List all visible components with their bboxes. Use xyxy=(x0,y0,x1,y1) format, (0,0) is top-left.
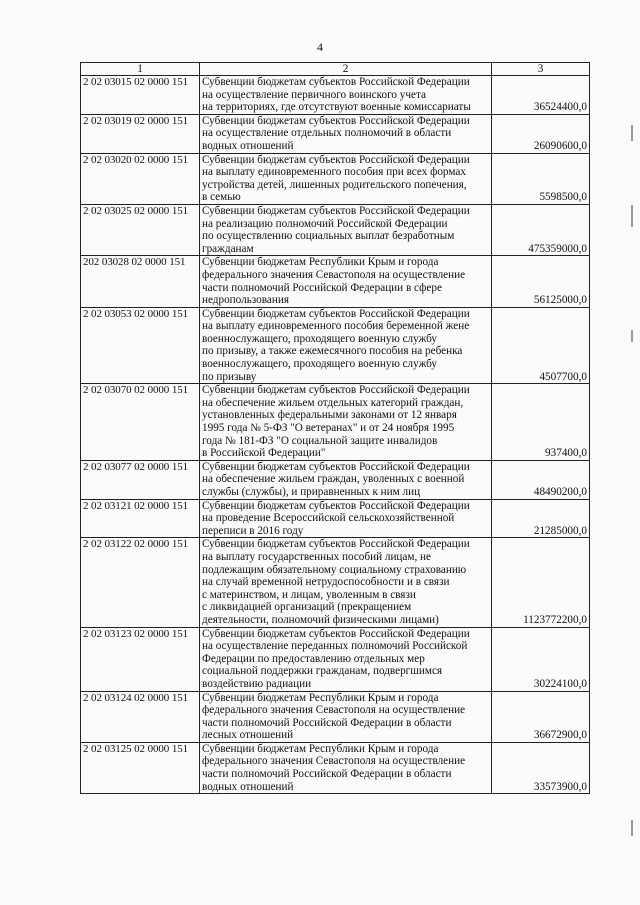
row-description: Субвенции бюджетам Республики Крым и города федерального значения Севастополя на осуществление части полномочий Российской Федерации в области лесных отношений xyxy=(200,691,492,742)
table-row xyxy=(81,256,590,307)
row-code: 2 02 03077 02 0000 151 xyxy=(81,460,200,499)
row-code: 2 02 03124 02 0000 151 xyxy=(81,691,200,742)
table-row xyxy=(81,204,590,255)
column-header-code: 1 xyxy=(81,63,200,76)
table-row xyxy=(81,627,590,691)
row-description: Субвенции бюджетам субъектов Российской Федерации на осуществление первичного воинского учета на территориях, где отсутствуют военные комиссариаты xyxy=(200,76,492,115)
row-amount: 21285000,0 xyxy=(492,499,590,538)
row-description: Субвенции бюджетам Республики Крым и города федерального значения Севастополя на осуществление части полномочий Российской Федерации в сфере недропользования xyxy=(200,256,492,307)
row-code: 2 02 03122 02 0000 151 xyxy=(81,538,200,627)
column-header-amount: 3 xyxy=(492,63,590,76)
row-description: Субвенции бюджетам субъектов Российской Федерации на реализацию полномочий Российской Федерации по осуществлению социальных выплат безработным гражданам xyxy=(200,204,492,255)
page-number: 4 xyxy=(317,40,323,54)
table-row xyxy=(81,499,590,538)
row-description: Субвенции бюджетам Республики Крым и города федерального значения Севастополя на осуществление части полномочий Российской Федерации в области водных отношений xyxy=(200,742,492,793)
row-amount: 56125000,0 xyxy=(492,256,590,307)
row-code: 2 02 03053 02 0000 151 xyxy=(81,307,200,384)
row-amount: 48490200,0 xyxy=(492,460,590,499)
row-description: Субвенции бюджетам субъектов Российской Федерации на обеспечение жильем граждан, уволенных с военной службы (службы), и приравненных к ним лиц xyxy=(200,460,492,499)
row-code: 2 02 03070 02 0000 151 xyxy=(81,384,200,461)
row-amount: 1123772200,0 xyxy=(492,538,590,627)
scan-artifact-mark xyxy=(631,330,633,342)
row-code: 2 02 03025 02 0000 151 xyxy=(81,204,200,255)
table-row xyxy=(81,691,590,742)
row-code: 2 02 03015 02 0000 151 xyxy=(81,76,200,115)
row-code: 2 02 03020 02 0000 151 xyxy=(81,153,200,204)
row-code: 2 02 03125 02 0000 151 xyxy=(81,742,200,793)
scan-artifact-mark xyxy=(631,820,633,836)
row-amount: 26090600,0 xyxy=(492,114,590,153)
row-description: Субвенции бюджетам субъектов Российской Федерации на осуществление отдельных полномочий в области водных отношений xyxy=(200,114,492,153)
row-code: 2 02 03123 02 0000 151 xyxy=(81,627,200,691)
table-row xyxy=(81,76,590,115)
row-description: Субвенции бюджетам субъектов Российской Федерации на обеспечение жильем отдельных категорий граждан, установленных федеральными законами от 12 января 1995 года № 5-ФЗ "О ветеранах" и от 24 ноября 1995 года № 181-ФЗ "О социальной защите инвалидов в Российской Федерации" xyxy=(200,384,492,461)
table-header-row xyxy=(81,63,590,76)
row-amount: 5598500,0 xyxy=(492,153,590,204)
column-header-description: 2 xyxy=(200,63,492,76)
row-amount: 33573900,0 xyxy=(492,742,590,793)
table-row xyxy=(81,742,590,793)
row-amount: 4507700,0 xyxy=(492,307,590,384)
table-row xyxy=(81,153,590,204)
row-description: Субвенции бюджетам субъектов Российской Федерации на выплату единовременного пособия беременной жене военнослужащего, проходящего военную службу по призыву, а также ежемесячного пособия на ребенка военнослужащего, проходящего военную службу по призыву xyxy=(200,307,492,384)
row-description: Субвенции бюджетам субъектов Российской Федерации на выплату государственных пособий лицам, не подлежащим обязательному социальному страхованию на случай временной нетрудоспособности и в связи с материнством, и лицам, уволенным в связи с ликвидацией организаций (прекращением деятельности, полномочий физическими лицами) xyxy=(200,538,492,627)
scan-artifact-mark xyxy=(631,205,633,227)
row-description: Субвенции бюджетам субъектов Российской Федерации на проведение Всероссийской сельскохозяйственной переписи в 2016 году xyxy=(200,499,492,538)
table-row xyxy=(81,538,590,627)
row-amount: 36524400,0 xyxy=(492,76,590,115)
scan-artifact-mark xyxy=(631,125,633,141)
table-row xyxy=(81,307,590,384)
table-row xyxy=(81,114,590,153)
budget-table xyxy=(80,62,590,794)
row-amount: 36672900,0 xyxy=(492,691,590,742)
row-amount: 475359000,0 xyxy=(492,204,590,255)
row-amount: 30224100,0 xyxy=(492,627,590,691)
row-amount: 937400,0 xyxy=(492,384,590,461)
row-code: 2 02 03121 02 0000 151 xyxy=(81,499,200,538)
row-description: Субвенции бюджетам субъектов Российской Федерации на осуществление переданных полномочий Российской Федерации по предоставлению отдельных мер социальной поддержки гражданам, подвергшимся воздействию радиации xyxy=(200,627,492,691)
row-code: 202 03028 02 0000 151 xyxy=(81,256,200,307)
table-row xyxy=(81,384,590,461)
row-code: 2 02 03019 02 0000 151 xyxy=(81,114,200,153)
row-description: Субвенции бюджетам субъектов Российской Федерации на выплату единовременного пособия при всех формах устройства детей, лишенных родительского попечения, в семью xyxy=(200,153,492,204)
table-row xyxy=(81,460,590,499)
